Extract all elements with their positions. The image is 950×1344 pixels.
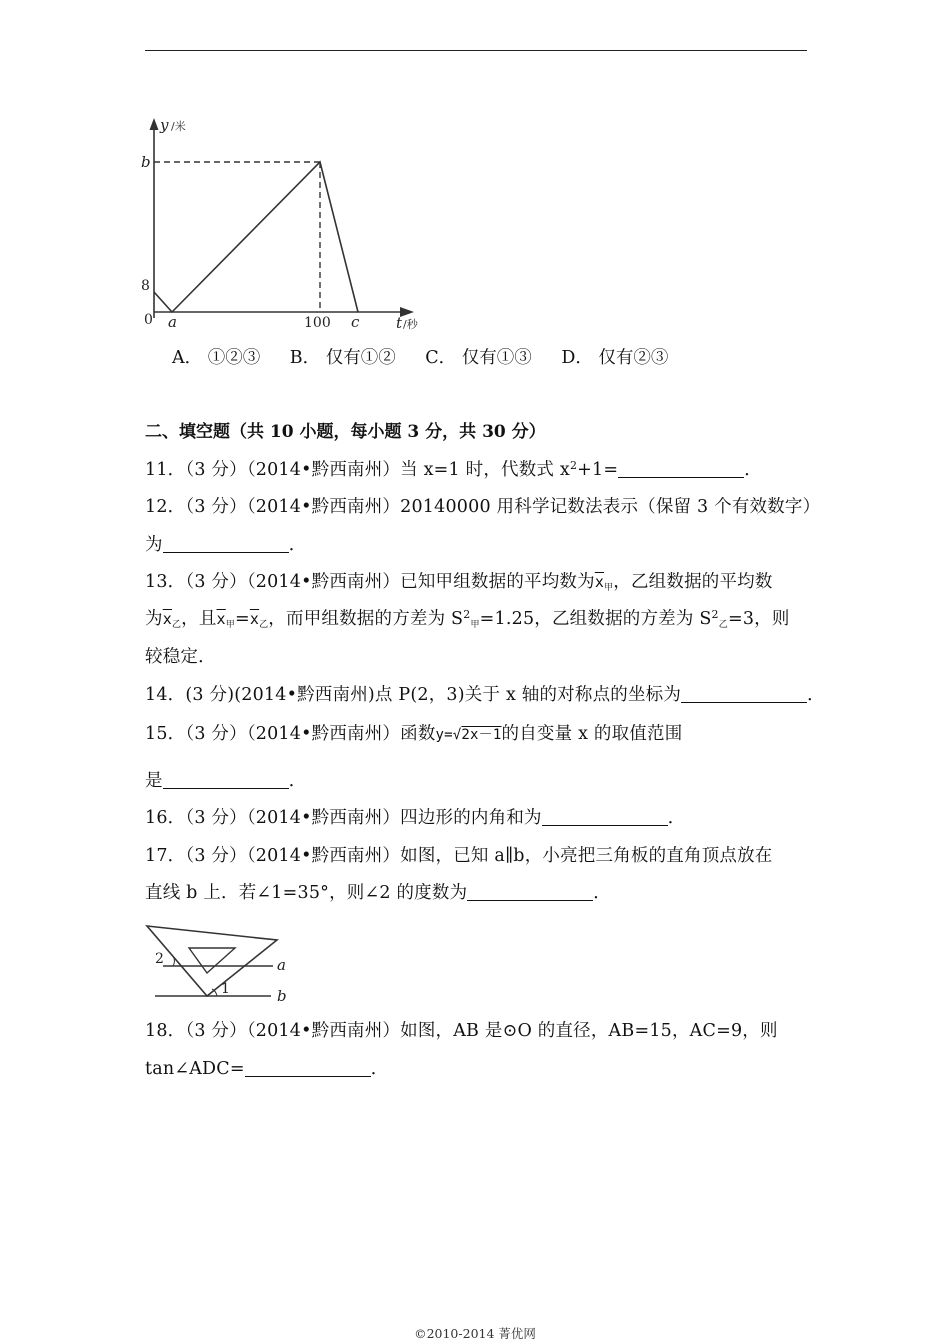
x-bar-symbol: $\overline{x}$ (216, 610, 226, 628)
answer-choices (172, 346, 692, 370)
q17-end: ． (593, 883, 611, 903)
inner-triangle (189, 948, 235, 973)
question-13-line-3: 较稳定． (145, 647, 216, 667)
q16-end: ． (667, 808, 686, 828)
question-18-line-2 (145, 1057, 388, 1081)
question-11 (145, 458, 762, 482)
choice-b: B． 仅有①② (289, 348, 396, 368)
question-13-line-1 (145, 570, 773, 600)
hundred-label: 100 (304, 315, 331, 331)
radical-expression (436, 727, 502, 743)
answer-blank[interactable] (467, 882, 593, 901)
answer-blank[interactable] (681, 684, 807, 703)
subscript-yi: 乙 (259, 620, 269, 630)
answer-blank[interactable] (618, 459, 744, 478)
q18-end: ． (370, 1059, 389, 1079)
answer-blank[interactable] (163, 534, 289, 553)
question-15-line-1 (145, 722, 682, 747)
outer-triangle (147, 926, 277, 996)
page-footer: ©2010-2014 菁优网 (414, 1326, 536, 1341)
question-18-line-1: 18．（3 分）（2014•黔西南州）如图，AB 是⊙O 的直径，AB=15，AC=9，则 (145, 1021, 778, 1041)
choice-d: D． 仅有②③ (561, 348, 669, 368)
subscript-jia: 甲 (604, 583, 614, 593)
q12-end: ． (288, 535, 307, 555)
q15-text-a: 15．（3 分）（2014•黔西南州）函数 (145, 724, 436, 744)
line-a-label: a (277, 956, 286, 974)
parallel-lines-triangle-figure (145, 920, 295, 1004)
b-label: b (141, 153, 151, 171)
angle-1-label: 1 (221, 981, 230, 997)
q17-text: 直线 b 上．若∠1=35°，则∠2 的度数为 (145, 883, 468, 903)
q14-text: 14．(3 分)(2014•黔西南州)点 P(2，3)关于 x 轴的对称点的坐标为 (145, 685, 682, 705)
y-unit-label: /米 (171, 120, 186, 133)
q13-text-e: ，而甲组数据的方差为 S (268, 609, 464, 629)
question-17-line-2 (145, 881, 611, 905)
section-title: 二、填空题（共 10 小题，每小题 3 分，共 30 分） (145, 422, 546, 442)
radical-sign: y=√ (435, 727, 462, 743)
q13-text-f: =1.25，乙组数据的方差为 S (479, 609, 712, 629)
eight-label: 8 (141, 278, 150, 294)
answer-blank[interactable] (542, 807, 668, 826)
a-label: a (168, 313, 177, 331)
q13-text-d: ，且 (181, 609, 217, 629)
choice-c: C． 仅有①③ (425, 348, 532, 368)
q14-end: ． (807, 685, 825, 705)
question-13-line-2 (145, 607, 790, 637)
question-14 (145, 683, 825, 707)
x-axis-arrow (400, 307, 414, 317)
x-axis-label: t (396, 314, 403, 332)
c-label: c (351, 313, 360, 331)
angle-2-label: 2 (155, 951, 164, 967)
subscript-jia: 甲 (470, 620, 480, 630)
q11-end: ． (744, 460, 762, 480)
superscript-2: 2 (463, 608, 471, 621)
choice-a: A． ①②③ (172, 348, 261, 368)
q12-prefix: 为 (145, 535, 163, 555)
answer-blank[interactable] (245, 1058, 371, 1077)
origin-label: 0 (144, 312, 153, 328)
answer-blank[interactable] (163, 770, 289, 789)
q15-prefix: 是 (145, 771, 163, 791)
q15-end: ． (288, 771, 307, 791)
angle-2-arc (173, 956, 175, 966)
subscript-yi: 乙 (718, 620, 728, 630)
q11-sup: 2 (569, 459, 578, 472)
q13-text-c: 为 (145, 609, 163, 629)
x-bar-symbol: $\overline{x}$ (249, 610, 260, 628)
subscript-yi: 乙 (171, 620, 182, 630)
question-12-line-1: 12．（3 分）（2014•黔西南州）20140000 用科学记数法表示（保留 3 个有效数字） (145, 497, 821, 517)
x-bar-symbol: $\overline{x}$ (594, 573, 605, 591)
q16-text: 16．（3 分）（2014•黔西南州）四边形的内角和为 (145, 808, 542, 828)
question-17-line-1: 17．（3 分）（2014•黔西南州）如图，已知 a∥b，小亮把三角板的直角顶点放在 (145, 846, 773, 866)
x-unit-label: /秒 (403, 318, 418, 331)
subscript-jia: 甲 (225, 620, 235, 630)
question-15-line-2 (145, 769, 306, 793)
q11-text: 11．（3 分）（2014•黔西南州）当 x=1 时，代数式 x (145, 460, 570, 480)
equals-sign: = (234, 609, 250, 629)
q13-text-a: 13．（3 分）（2014•黔西南州）已知甲组数据的平均数为 (145, 572, 595, 592)
question-12-line-2 (145, 533, 306, 557)
q11-text2: +1= (577, 460, 619, 480)
y-axis-arrow (150, 118, 159, 130)
question-16 (145, 806, 685, 830)
q13-text-g: =3，则 (727, 609, 790, 629)
y-axis-label: y (160, 116, 169, 134)
q18-text: tan∠ADC= (145, 1059, 245, 1079)
distance-time-graph (138, 112, 438, 340)
header-rule (145, 50, 807, 51)
radicand: 2x－1 (461, 727, 502, 743)
q13-text-b: ，乙组数据的平均数 (613, 572, 773, 592)
line-b-label: b (277, 987, 287, 1004)
q15-text-b: 的自变量 x 的取值范围 (501, 724, 683, 744)
x-bar-symbol: $\overline{x}$ (162, 610, 172, 628)
graph-line (154, 162, 358, 312)
superscript-2: 2 (711, 608, 719, 621)
